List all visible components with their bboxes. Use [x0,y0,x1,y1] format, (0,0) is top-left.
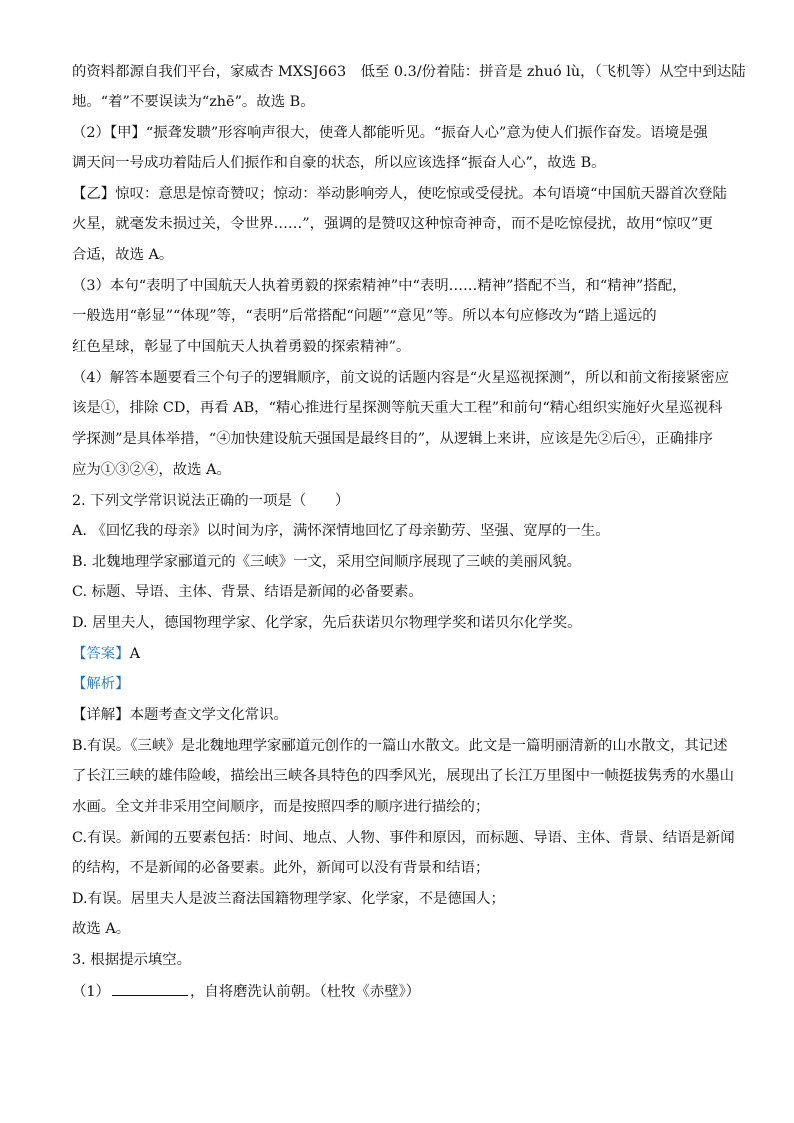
paragraph-line: 的资料都源自我们平台，家威杏 MXSJ663 低至 0.3/份着陆：拼音是 zhuó lù，（飞机等）从空中到达陆 [72,64,746,80]
paragraph-line: B.有误。《三峡》是北魏地理学家郦道元创作的一篇山水散文。此文是一篇明丽清新的山水散文，其记述 [72,738,728,754]
answer-blank[interactable] [112,981,188,996]
paragraph-line: 故选 A。 [72,921,131,937]
paragraph-line: 一般选用“彰显”“体现”等，“表明”后常搭配“问题”“意见”等。所以本句应修改为“踏上遥远的 [72,308,657,324]
paragraph-line: 学探测”是具体举措，“④加快建设航天强国是最终目的”，从逻辑上来讲，应该是先②后④，正确排序 [72,431,713,447]
paragraph-line: 红色星球，彰显了中国航天人执着勇毅的探索精神”。 [72,339,411,355]
paragraph-line: D.有误。居里夫人是波兰裔法国籍物理学家、化学家，不是德国人； [72,891,505,907]
question-3-stem: 3. 根据提示填空。 [72,952,192,968]
paragraph-line: （3）本句“表明了中国航天人执着勇毅的探索精神”中“表明……精神”搭配不当，和“精神”搭配， [72,278,687,294]
paragraph-line: 该是①，排除 CD，再看 AB，“精心推进行星探测等航天重大工程”和前句“精心组织实施好火星巡视科 [72,400,723,416]
paragraph-line: （4）解答本题要看三个句子的逻辑顺序，前文说的话题内容是“火星巡视探测”，所以和前文衔接紧密应 [72,370,730,386]
paragraph-line: （2）【甲】“振聋发聩”形容响声很大，使聋人都能听见。“振奋人心”意为使人们振作奋发。语境是强 [72,125,708,141]
paragraph-line: 地。“着”不要误读为“zhē”。故选 B。 [72,94,315,110]
option-d: D. 居里夫人，德国物理学家、化学家，先后获诺贝尔物理学奖和诺贝尔化学奖。 [72,615,582,631]
paragraph-line: 水画。全文并非采用空间顺序，而是按照四季的顺序进行描绘的； [72,799,490,815]
paragraph-line: C.有误。新闻的五要素包括：时间、地点、人物、事件和原因，而标题、导语、主体、背景、结语是新闻 [72,830,735,846]
paragraph-line: 调天问一号成功着陆后人们振作和自豪的状态，所以应该选择“振奋人心”，故选 B。 [72,155,606,171]
paragraph-line: 的结构，不是新闻的必备要素。此外，新闻可以没有背景和结语； [72,860,490,876]
answer-line [72,644,140,664]
detail-heading: 【详解】本题考查文学文化常识。 [72,707,288,723]
paragraph-line: 应为①③②④，故选 A。 [72,462,231,478]
analysis-label: 【解析】 [72,676,130,692]
fill-blank-number: （1） [72,984,110,1000]
fill-blank-suffix: ，自将磨洗认前朝。（杜牧《赤壁》） [189,984,421,1000]
paragraph-line: 火星，就毫发未损过关，令世界……”，强调的是赞叹这种惊奇神奇，而不是吃惊侵扰，故用“惊叹”更 [72,216,713,232]
option-b: B. 北魏地理学家郦道元的《三峡》一文，采用空间顺序展现了三峡的美丽风貌。 [72,554,582,570]
answer-label: 【答案】 [72,646,130,662]
paragraph-line: 【乙】惊叹：意思是惊奇赞叹；惊动：举动影响旁人，使吃惊或受侵扰。本句语境“中国航天器首次登陆 [72,186,727,202]
paragraph-line: 合适，故选 A。 [72,247,174,263]
paragraph-line: 了长江三峡的雄伟险峻，描绘出三峡各具特色的四季风光，展现出了长江万里图中一帧挺拔隽秀的水墨山 [72,768,734,784]
question-2-stem: 2. 下列文学常识说法正确的一项是（ ） [72,493,350,509]
option-c: C. 标题、导语、主体、背景、结语是新闻的必备要素。 [72,584,423,600]
fill-blank-line [72,981,420,1002]
option-a: A. 《回忆我的母亲》以时间为序，满怀深情地回忆了母亲勤劳、坚强、宽厚的一生。 [72,523,610,539]
answer-value: A [129,646,140,662]
